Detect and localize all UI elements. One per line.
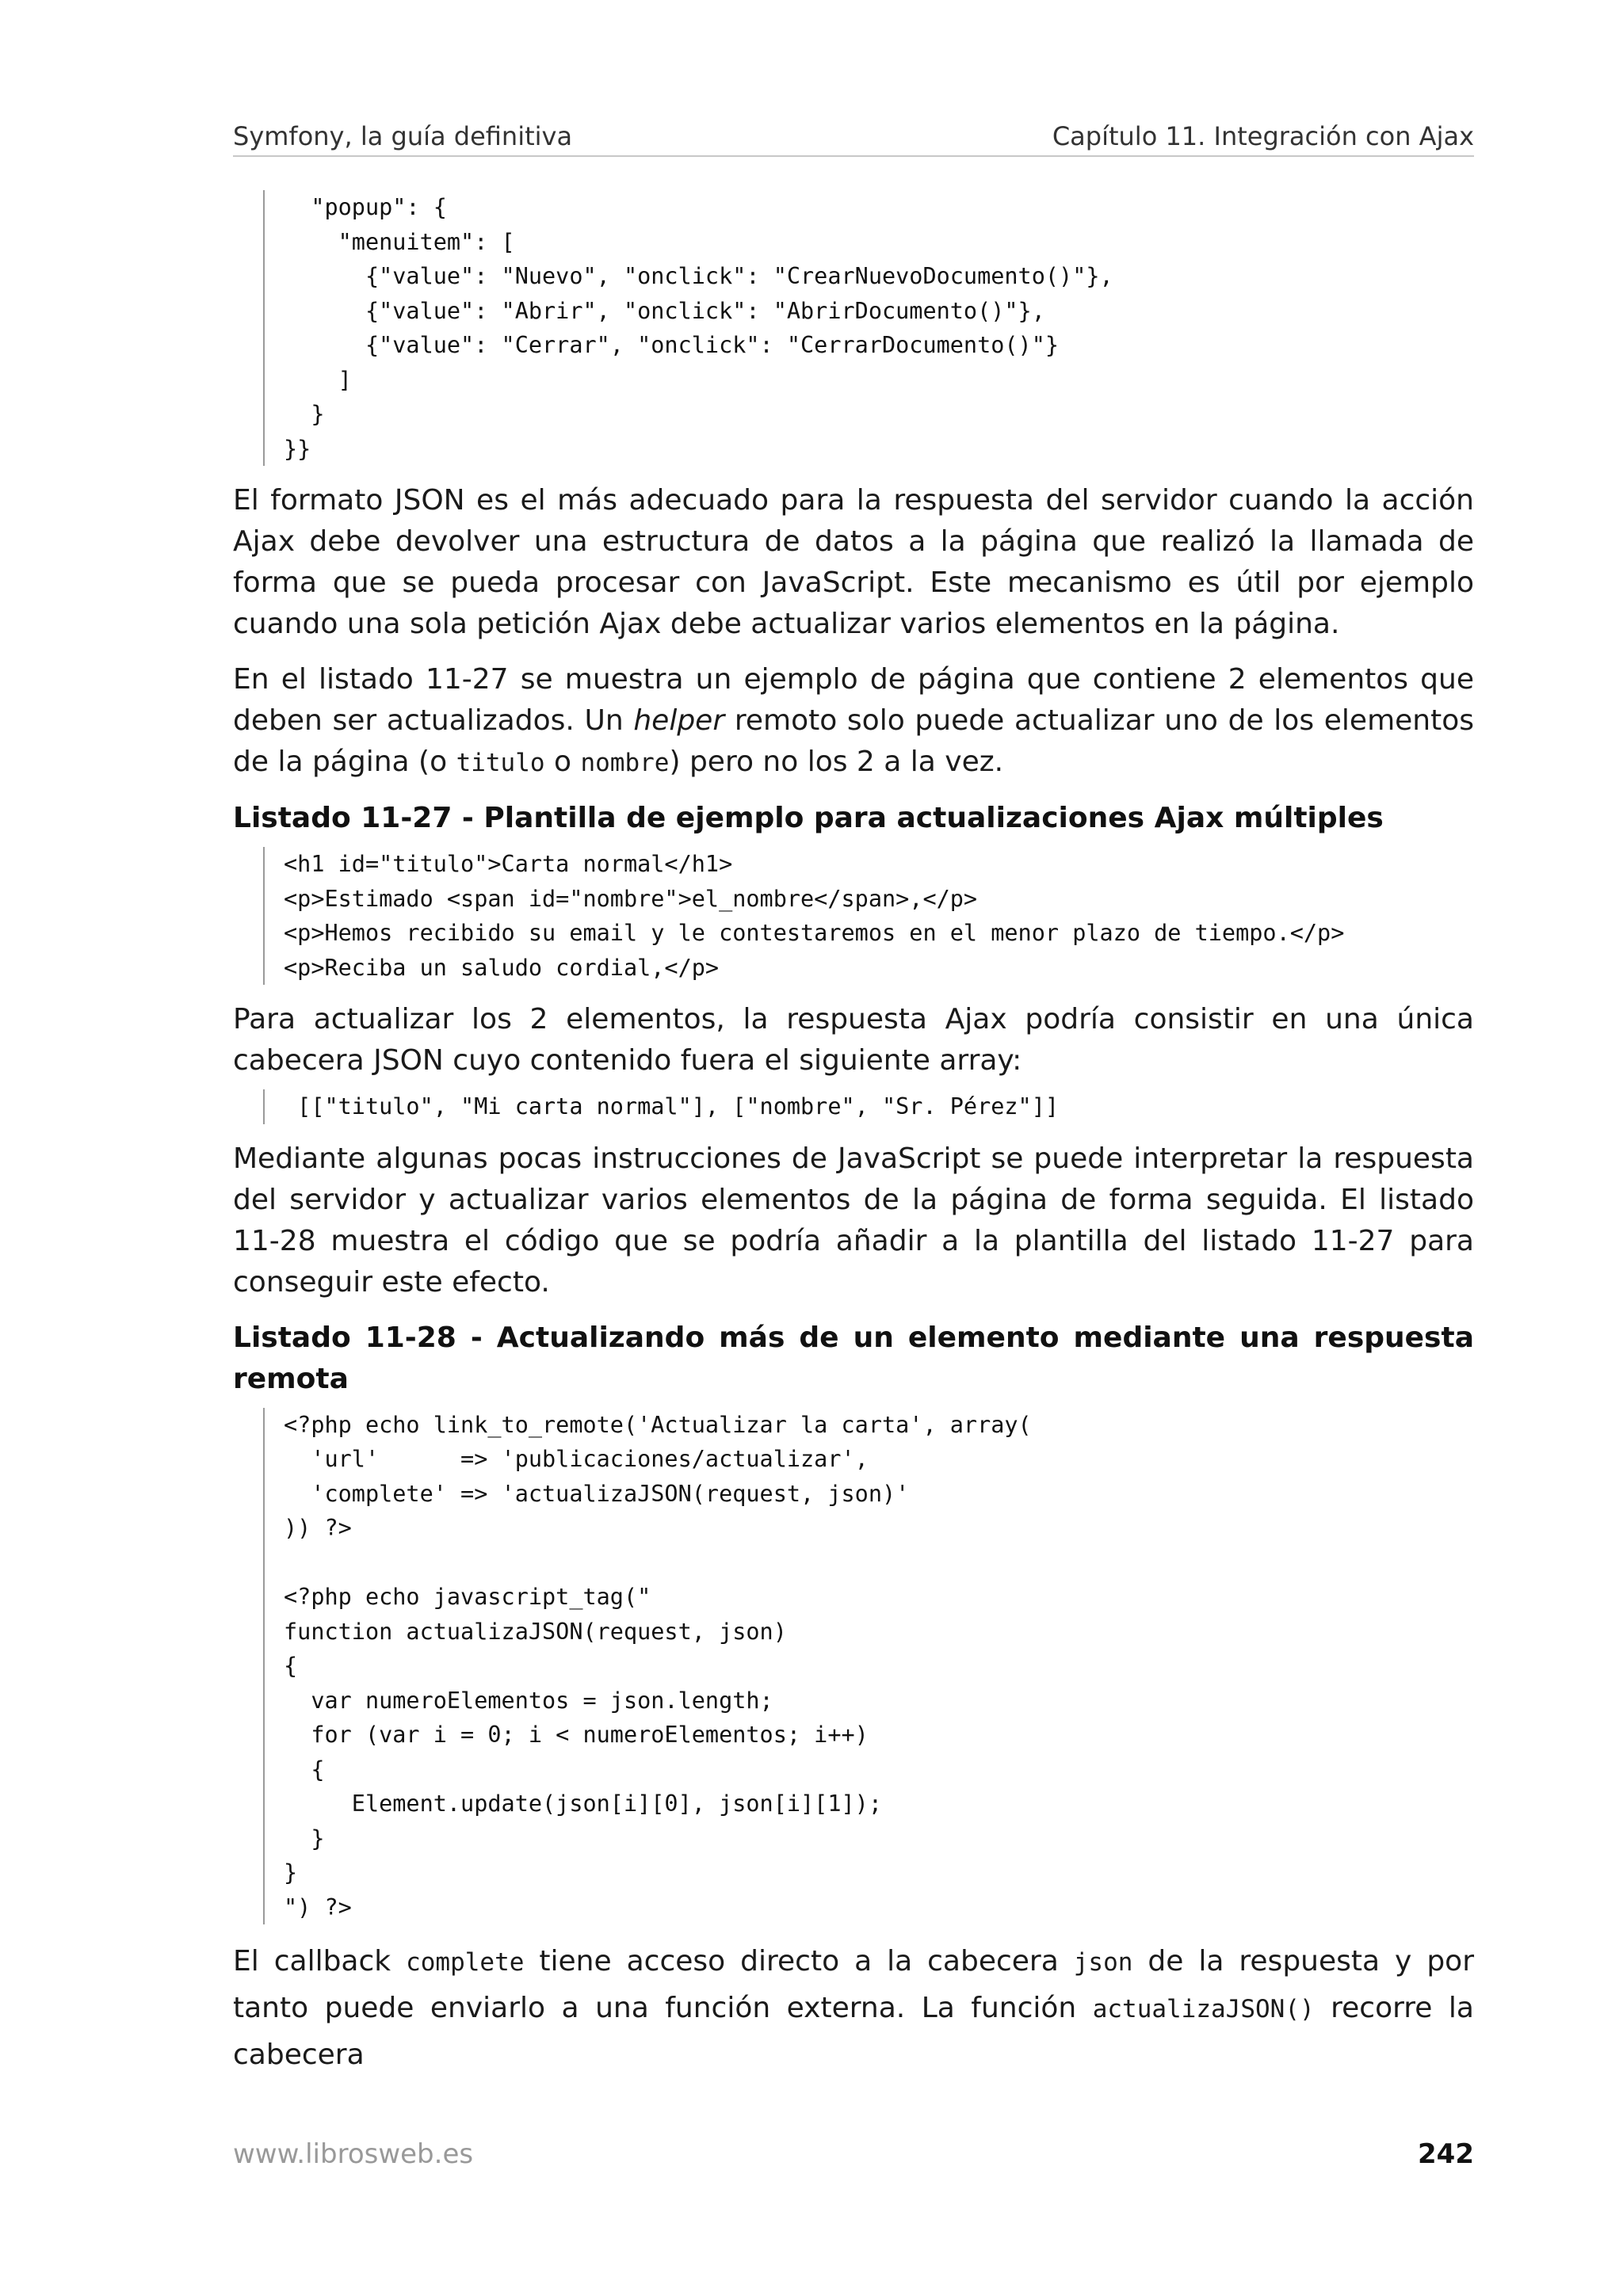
text-segment: o: [544, 746, 581, 778]
page-header: [233, 119, 1474, 157]
paragraph-javascript-interpret: Mediante algunas pocas instrucciones de JavaScript se puede interpretar la respuesta del servidor y actualizar varios elementos de la página de forma seguida. El listado 11-28 muestra el código que se podría añadir a la plantilla del listado 11-27 para conseguir este efecto.: [233, 1142, 1474, 1299]
text-segment: remoto solo puede actualizar uno de los elementos de la página (o: [233, 704, 1475, 778]
paragraph-update-elements: Para actualizar los 2 elementos, la respuesta Ajax podría consistir en una única cabecera JSON cuyo contenido fuera el siguiente array:: [233, 1003, 1474, 1077]
inline-code-nombre: nombre: [580, 749, 670, 777]
inline-code-actualizajson: actualizaJSON(): [1092, 1995, 1315, 2023]
page-content: [233, 184, 1474, 2078]
header-book-title: Symfony, la guía definitiva: [233, 121, 573, 151]
listing-11-27-title: Listado 11-27 - Plantilla de ejemplo para actualizaciones Ajax múltiples: [233, 802, 1384, 834]
inline-code-complete: complete: [406, 1948, 525, 1977]
listing-11-28-title: Listado 11-28 - Actualizando más de un elemento mediante una respuesta remota: [233, 1321, 1474, 1395]
paragraph-callback-complete: [233, 1939, 1474, 2078]
code-block-listing-11-28: <?php echo link_to_remote('Actualizar la carta', array( 'url' => 'publicaciones/actualizar', 'complete' => 'actualizaJSON(request, json)' )) ?> <?php echo javascript_tag(" function actualizaJSON(request, json) { var numeroElementos = json.length; for (var i = 0; i < numeroElementos; i++) { Element.update(json[i][0], json[i][1]); } } ") ?>: [263, 1408, 1474, 1925]
inline-code-titulo: titulo: [456, 749, 545, 777]
code-block-json-popup: "popup": { "menuitem": [ {"value": "Nuevo", "onclick": "CrearNuevoDocumento()"}, {"value": "Abrir", "onclick": "AbrirDocumento()"}, {"value": "Cerrar", "onclick": "CerrarDocumento()"} ] } }}: [263, 190, 1474, 466]
paragraph-json-format: El formato JSON es el más adecuado para la respuesta del servidor cuando la acción Ajax debe devolver una estructura de datos a la página que realizó la llamada de forma que se pueda procesar con JavaScript. Este mecanismo es útil por ejemplo cuando una sola petición Ajax debe actualizar varios elementos en la página.: [233, 484, 1474, 640]
text-segment: de la respuesta y por tanto puede enviarlo a una función externa. La función: [233, 1945, 1474, 2024]
code-block-listing-11-27: <h1 id="titulo">Carta normal</h1> <p>Estimado <span id="nombre">el_nombre</span>,</p> <p>Hemos recibido su email y le contestaremos en el menor plazo de tiempo.</p> <p>Reciba un saludo cordial,</p>: [263, 847, 1474, 985]
code-block-json-array: [["titulo", "Mi carta normal"], ["nombre", "Sr. Pérez"]]: [263, 1089, 1474, 1124]
emphasis-helper: helper: [633, 704, 725, 737]
text-segment: ) pero no los 2 a la vez.: [669, 746, 1004, 778]
text-segment: tiene acceso directo a la cabecera: [524, 1945, 1074, 1978]
page-number: 242: [1418, 2138, 1474, 2170]
header-chapter-title: Capítulo 11. Integración con Ajax: [1052, 121, 1474, 151]
page-footer: [233, 2134, 1474, 2174]
inline-code-json: json: [1073, 1948, 1133, 1977]
footer-website-link[interactable]: www.librosweb.es: [233, 2138, 474, 2170]
text-segment: En el listado 11-27 se muestra un ejemplo de página que contiene 2 elementos que deben ser actualizados. Un: [233, 663, 1474, 737]
text-segment: recorre la cabecera: [233, 1992, 1474, 2071]
paragraph-listing-intro: [233, 659, 1474, 784]
text-segment: El callback: [233, 1945, 407, 1978]
